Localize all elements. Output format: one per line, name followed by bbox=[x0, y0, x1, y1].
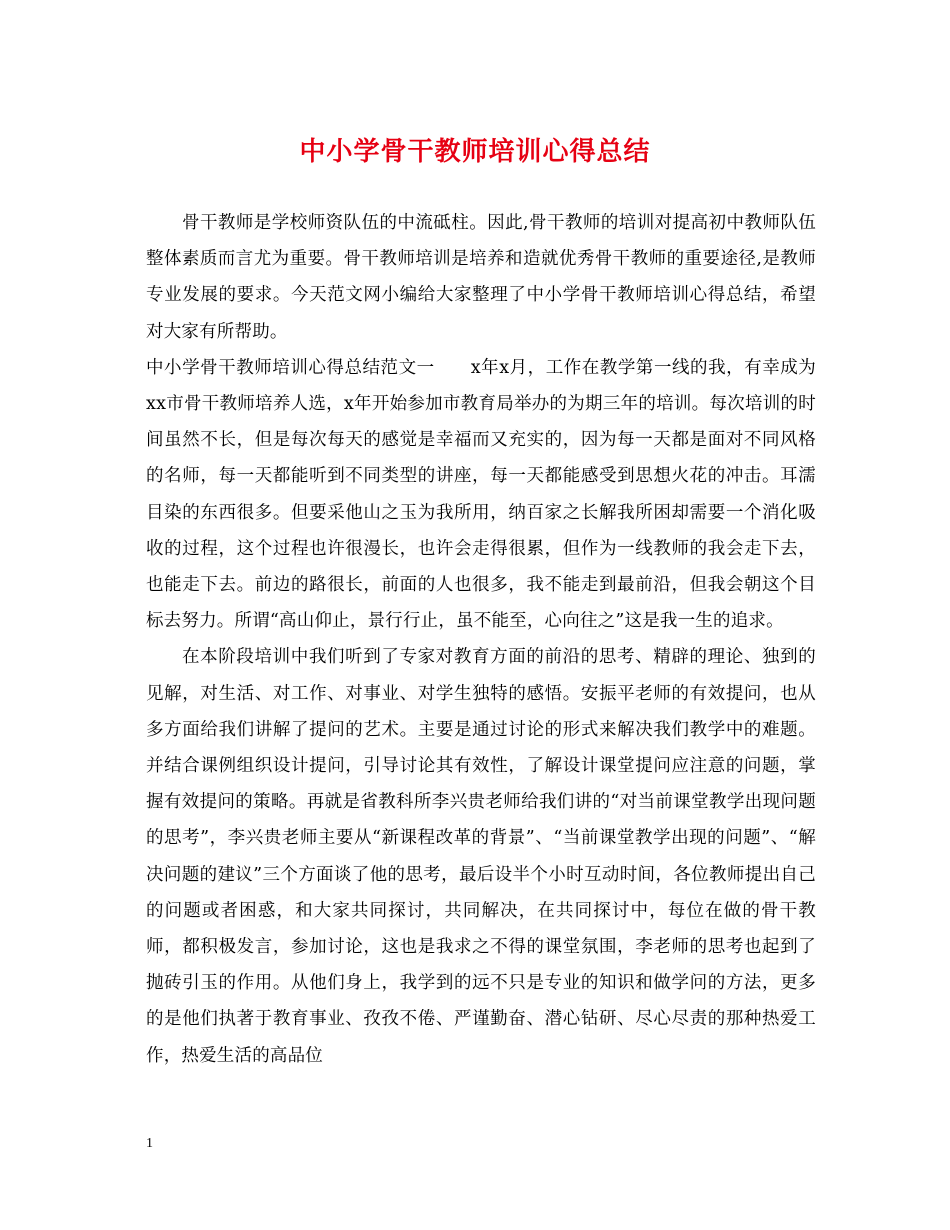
document-title: 中小学骨干教师培训心得总结 bbox=[299, 137, 651, 167]
document-body bbox=[146, 205, 816, 1074]
paragraph-training-stage: 在本阶段培训中我们听到了专家对教育方面的前沿的思考、精辟的理论、独到的见解，对生活、对工作、对事业、对学生独特的感悟。安振平老师的有效提问，也从多方面给我们讲解了提问的艺术。主要是通过讨论的形式来解决我们教学中的难题。并结合课例组织设计提问，引导讨论其有效性，了解设计课堂提问应注意的问题，掌握有效提问的策略。再就是省教科所李兴贵老师给我们讲的“对当前课堂教学出现问题的思考”，李兴贵老师主要从“新课程改革的背景”、“当前课堂教学出现的问题”、“解决问题的建议”三个方面谈了他的思考，最后设半个小时互动时间，各位教师提出自己的问题或者困惑，和大家共同探讨，共同解决，在共同探讨中，每位在做的骨干教师，都积极发言，参加讨论，这也是我求之不得的课堂氛围，李老师的思考也起到了抛砖引玉的作用。从他们身上，我学到的远不只是专业的知识和做学问的方法，更多的是他们执著于教育事业、孜孜不倦、严谨勤奋、潜心钻研、尽心尽责的那种热爱工作，热爱生活的高品位 bbox=[146, 647, 816, 1066]
page-number: 1 bbox=[146, 1136, 153, 1151]
paragraph-intro: 骨干教师是学校师资队伍的中流砥柱。因此,骨干教师的培训对提高初中教师队伍整体素质而言尤为重要。骨干教师培训是培养和造就优秀骨干教师的重要途径,是教师专业发展的要求。今天范文网小编给大家整理了中小学骨干教师培训心得总结，希望对大家有所帮助。 bbox=[146, 213, 816, 342]
paragraph-sample-one: 中小学骨干教师培训心得总结范文一 x年x月，工作在教学第一线的我，有幸成为xx市骨干教师培养人选，x年开始参加市教育局举办的为期三年的培训。每次培训的时间虽然不长，但是每次每天的感觉是幸福而又充实的，因为每一天都是面对不同风格的名师，每一天都能听到不同类型的讲座，每一天都能感受到思想火花的冲击。耳濡目染的东西很多。但要采他山之玉为我所用，纳百家之长解我所困却需要一个消化吸收的过程，这个过程也许很漫长，也许会走得很累，但作为一线教师的我会走下去，也能走下去。前边的路很长，前面的人也很多，我不能走到最前沿，但我会朝这个目标去努力。所谓“高山仰止，景行行止，虽不能至，心向往之”这是我一生的追求。 bbox=[146, 357, 816, 632]
